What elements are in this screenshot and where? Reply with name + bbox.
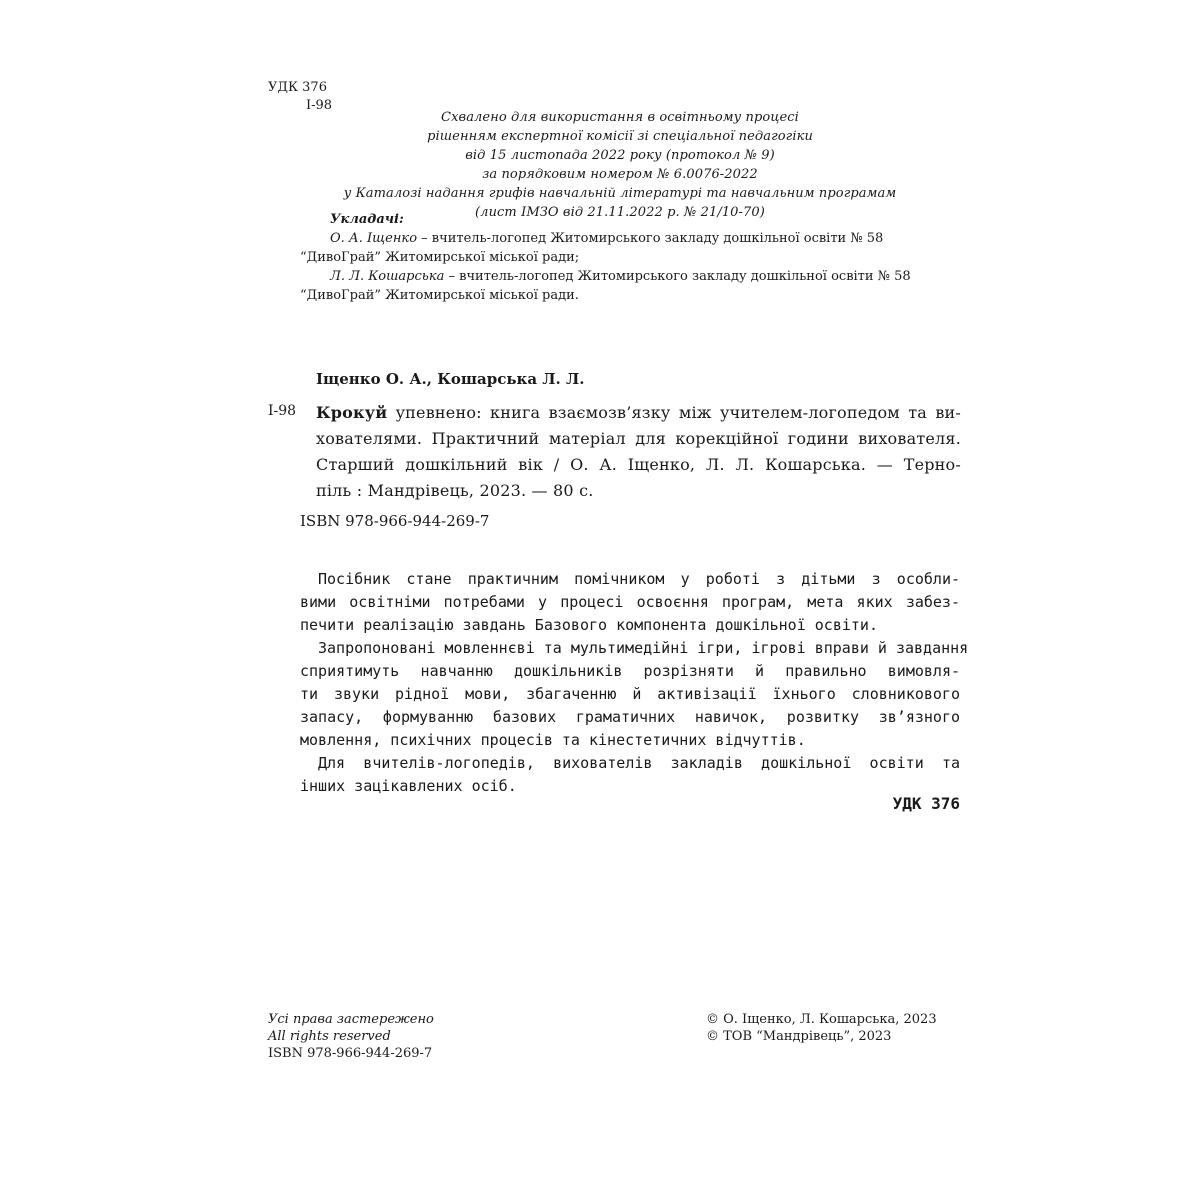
compiler-description: – вчитель-логопед Житомирського закладу дошкільної освіти № 58	[417, 231, 884, 246]
isbn: ISBN 978-966-944-269-7	[300, 512, 490, 530]
compiler-entry	[300, 229, 960, 248]
annotation-line: ти звуки рідної мови, збагаченню й активізації їхнього словникового	[300, 685, 960, 703]
annotation-line: мовлення, психічних процесів та кінестетичних відчуттів.	[300, 731, 806, 749]
annotation-line: вими освітніми потребами у процесі освоєння програм, мета яких забез-	[300, 593, 960, 611]
compilers-block	[300, 210, 960, 305]
annotation-line: Запропоновані мовленнєві та мультимедійні ігри, ігрові вправи й завдання	[318, 639, 969, 657]
annotation-line: Посібник стане практичним помічником у роботі з дітьми з особли-	[318, 570, 960, 588]
annotation-line: Для вчителів-логопедів, вихователів закладів дошкільної освіти та	[318, 754, 960, 772]
approval-notice	[300, 108, 940, 222]
book-subtitle: упевнено: книга взаємозв’язку між учителем-логопедом та ви-	[387, 403, 961, 422]
compiler-name: О. А. Іщенко	[330, 231, 418, 246]
annotation-block	[300, 568, 969, 798]
author-sign: І-98	[306, 98, 333, 113]
catalog-index: І-98	[268, 403, 297, 419]
catalog-line: Старший дошкільний вік / О. А. Іщенко, Л. Л. Кошарська. — Терно-	[316, 455, 961, 474]
book-title: Крокуй	[316, 403, 388, 422]
annotation-line: інших зацікавлених осіб.	[300, 777, 517, 795]
udk-bottom: УДК 376	[892, 794, 960, 813]
approval-line: Схвалено для використання в освітньому процесі	[441, 110, 799, 125]
catalog-line: піль : Мандрівець, 2023. — 80 с.	[316, 481, 594, 500]
approval-line: рішенням експертної комісії зі спеціальної педагогіки	[427, 129, 813, 144]
compiler-name: Л. Л. Кошарська	[330, 269, 445, 284]
compiler-entry	[300, 267, 960, 286]
footer-copyright	[706, 1011, 937, 1045]
udk-code: УДК 376	[268, 80, 327, 95]
approval-line: (лист ІМЗО від 21.11.2022 р. № 21/10-70)	[475, 205, 765, 220]
compiler-entry-cont: “ДивоГрай” Житомирської міської ради.	[300, 288, 579, 303]
compilers-heading: Укладачі:	[330, 212, 404, 227]
copyright-authors: © О. Іщенко, Л. Кошарська, 2023	[706, 1012, 937, 1027]
catalog-entry	[316, 400, 961, 504]
annotation-line: сприятимуть навчанню дошкільників розрізняти й правильно вимовля-	[300, 662, 960, 680]
approval-line: у Каталозі надання грифів навчальній літературі та навчальним програмам	[343, 186, 897, 201]
approval-line: за порядковим номером № 6.0076-2022	[482, 167, 758, 182]
authors-heading: Іщенко О. А., Кошарська Л. Л.	[316, 370, 585, 388]
annotation-line: запасу, формуванню базових граматичних навичок, розвитку зв’язного	[300, 708, 960, 726]
approval-line: від 15 листопада 2022 року (протокол № 9)	[465, 148, 775, 163]
compiler-entry-cont: “ДивоГрай” Житомирської міської ради;	[300, 250, 580, 265]
footer-rights	[268, 1011, 434, 1062]
copyright-publisher: © ТОВ “Мандрівець”, 2023	[706, 1029, 892, 1044]
compiler-description: – вчитель-логопед Житомирського закладу дошкільної освіти № 58	[444, 269, 911, 284]
catalog-line: хователями. Практичний матеріал для корекційної години вихователя.	[316, 429, 961, 448]
rights-ua: Усі права застережено	[268, 1012, 434, 1027]
rights-en: All rights reserved	[268, 1029, 391, 1044]
catalog-line	[316, 400, 961, 426]
footer-isbn: ISBN 978-966-944-269-7	[268, 1046, 433, 1061]
annotation-line: печити реалізацію завдань Базового компонента дошкільної освіти.	[300, 616, 878, 634]
